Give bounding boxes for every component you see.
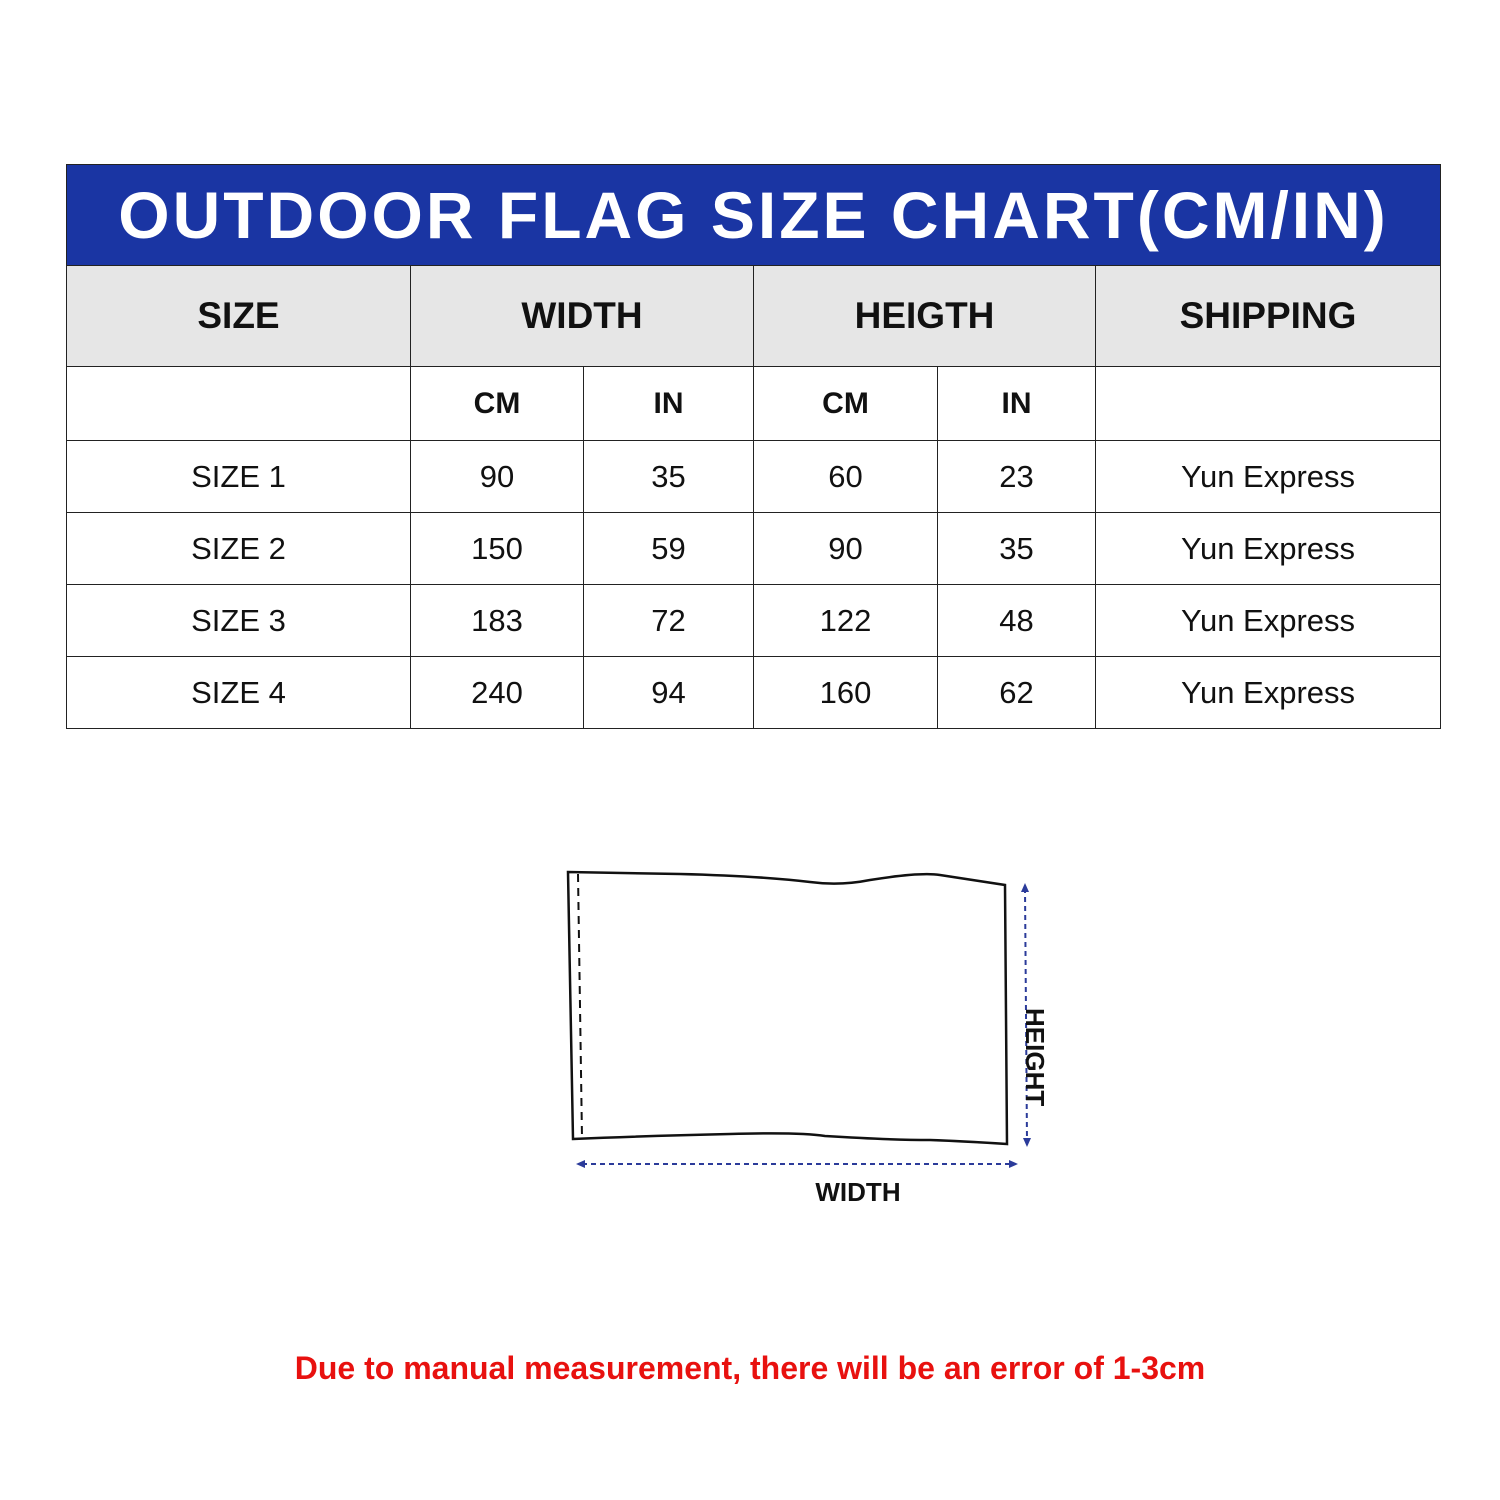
size-cell: SIZE 2 [67, 513, 411, 585]
table-row [67, 441, 1441, 513]
width-cm-cell: 183 [411, 585, 584, 657]
flag-diagram [540, 850, 1080, 1230]
table-row [67, 657, 1441, 729]
table-row [67, 585, 1441, 657]
width-cm-cell: 90 [411, 441, 584, 513]
header-width: WIDTH [411, 266, 754, 367]
header-row [67, 266, 1441, 367]
height-cm-cell: 160 [754, 657, 938, 729]
width-in-cell: 35 [584, 441, 754, 513]
size-cell: SIZE 1 [67, 441, 411, 513]
size-cell: SIZE 4 [67, 657, 411, 729]
unit-row [67, 367, 1441, 441]
width-dimension-label: WIDTH [815, 1177, 901, 1207]
header-shipping: SHIPPING [1096, 266, 1441, 367]
table-row [67, 513, 1441, 585]
header-height: HEIGTH [754, 266, 1096, 367]
shipping-cell: Yun Express [1096, 585, 1441, 657]
flag-outline-icon [540, 850, 1080, 1230]
width-in-cell: 72 [584, 585, 754, 657]
height-dimension-label: HEIGHT [1020, 1008, 1050, 1107]
width-cm-cell: 150 [411, 513, 584, 585]
unit-height-in: IN [938, 367, 1096, 441]
height-in-cell: 62 [938, 657, 1096, 729]
height-cm-cell: 122 [754, 585, 938, 657]
measurement-error-note: Due to manual measurement, there will be an error of 1-3cm [294, 1350, 1206, 1386]
width-in-cell: 59 [584, 513, 754, 585]
shipping-cell: Yun Express [1096, 441, 1441, 513]
width-in-cell: 94 [584, 657, 754, 729]
unit-width-cm: CM [411, 367, 584, 441]
unit-empty-cell [67, 367, 411, 441]
header-size: SIZE [67, 266, 411, 367]
unit-width-in: IN [584, 367, 754, 441]
height-in-cell: 23 [938, 441, 1096, 513]
unit-height-cm: CM [754, 367, 938, 441]
height-cm-cell: 60 [754, 441, 938, 513]
size-chart-table [66, 164, 1441, 729]
chart-title: OUTDOOR FLAG SIZE CHART(CM/IN) [67, 165, 1441, 266]
unit-empty-cell [1096, 367, 1441, 441]
shipping-cell: Yun Express [1096, 513, 1441, 585]
height-in-cell: 48 [938, 585, 1096, 657]
shipping-cell: Yun Express [1096, 657, 1441, 729]
width-cm-cell: 240 [411, 657, 584, 729]
height-cm-cell: 90 [754, 513, 938, 585]
size-cell: SIZE 3 [67, 585, 411, 657]
height-in-cell: 35 [938, 513, 1096, 585]
